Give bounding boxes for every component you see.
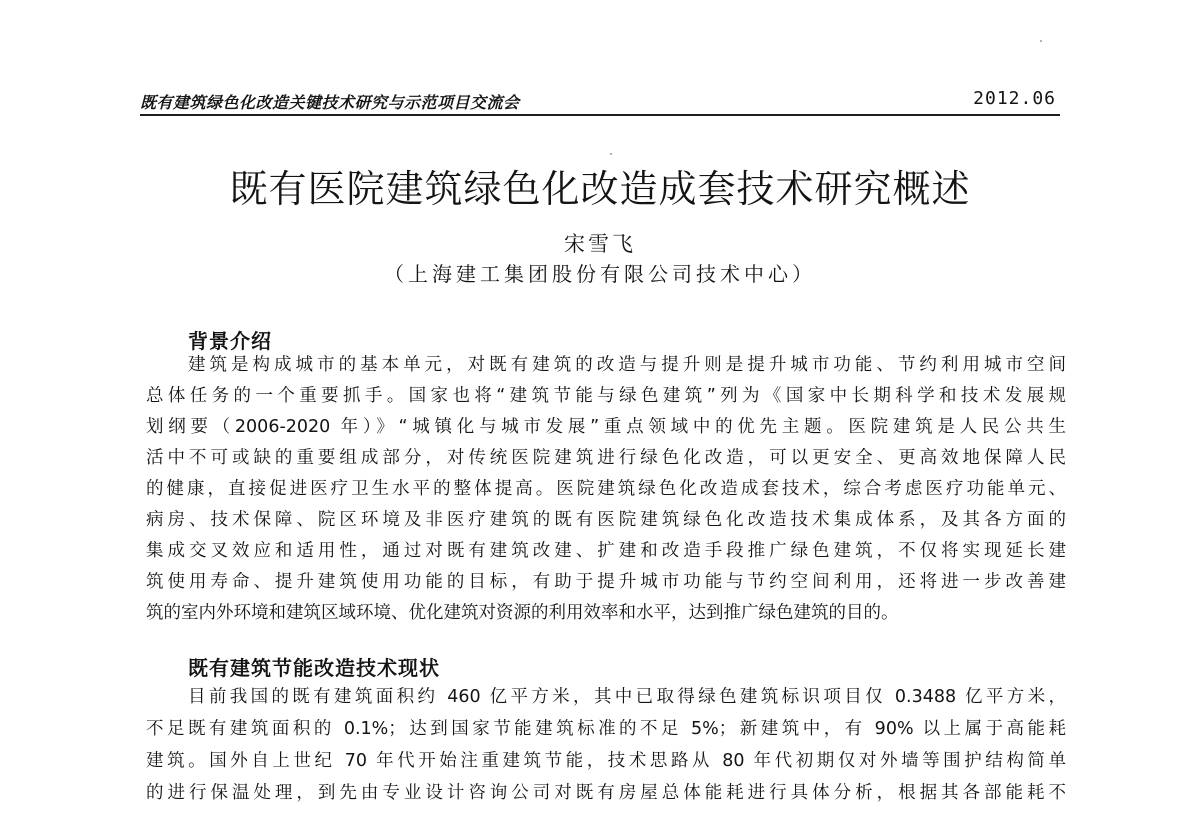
paragraph-line: 集成交叉效应和适用性，通过对既有建筑改建、扩建和改造手段推广绿色建筑，不仅将实现延长建 <box>146 541 1066 561</box>
scan-speck <box>610 153 612 155</box>
paragraph-line: 总体任务的一个重要抓手。国家也将“建筑节能与绿色建筑”列为《国家中长期科学和技术发展规 <box>146 386 1066 406</box>
paragraph-line: 目前我国的既有建筑面积约 460 亿平方米，其中已取得绿色建筑标识项目仅 0.3488 亿平方米， <box>188 687 1066 707</box>
article-title: 既有医院建筑绿色化改造成套技术研究概述 <box>229 167 971 211</box>
paragraph-line: 筑的室内外环境和建筑区域环境、优化建筑对资源的利用效率和水平，达到推广绿色建筑的目的。 <box>146 603 899 623</box>
paragraph-line: 不足既有建筑面积的 0.1%；达到国家节能建筑标准的不足 5%；新建筑中，有 90% 以上属于高能耗 <box>146 719 1066 739</box>
section-heading-background: 背景介绍 <box>188 329 272 353</box>
paragraph-line: 的健康，直接促进医疗卫生水平的整体提高。医院建筑绿色化改造成套技术，综合考虑医疗功能单元、 <box>146 479 1066 499</box>
paragraph-line: 病房、技术保障、院区环境及非医疗建筑的既有医院建筑绿色化改造技术集成体系，及其各方面的 <box>146 510 1066 530</box>
issue-date: 2012.06 <box>973 88 1056 109</box>
author-name: 宋雪飞 <box>564 232 636 256</box>
paragraph-line: 建筑是构成城市的基本单元，对既有建筑的改造与提升则是提升城市功能、节约利用城市空间 <box>188 355 1066 375</box>
author-affiliation: （上海建工集团股份有限公司技术中心） <box>384 262 816 286</box>
conference-name: 既有建筑绿色化改造关键技术研究与示范项目交流会 <box>140 93 520 112</box>
scan-speck <box>1040 40 1042 42</box>
paragraph-line: 划纲要（2006-2020 年）》“城镇化与城市发展”重点领域中的优先主题。医院建筑是人民公共生 <box>146 417 1066 437</box>
paragraph-line: 活中不可或缺的重要组成部分，对传统医院建筑进行绿色化改造，可以更安全、更高效地保障人民 <box>146 448 1066 468</box>
paragraph-line: 筑使用寿命、提升建筑使用功能的目标，有助于提升城市功能与节约空间利用，还将进一步改善建 <box>146 572 1066 592</box>
running-header <box>140 88 1060 116</box>
paragraph-line: 的进行保温处理，到先由专业设计咨询公司对既有房屋总体能耗进行具体分析，根据其各部能耗不 <box>146 783 1066 803</box>
section-heading-status: 既有建筑节能改造技术现状 <box>188 656 440 680</box>
paragraph-line: 建筑。国外自上世纪 70 年代开始注重建筑节能，技术思路从 80 年代初期仅对外墙等围护结构简单 <box>146 751 1066 771</box>
